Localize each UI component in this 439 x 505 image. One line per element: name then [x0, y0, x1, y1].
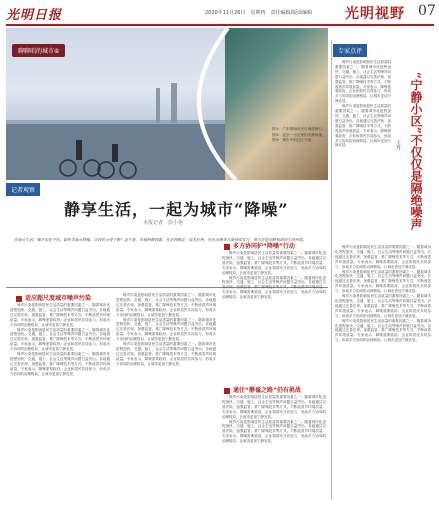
sidebar-text-6: 噪声污染是影响居民生活质量的重要因素之一。随着城市化进程加快，交通、施工、社会生活等噪声问题日益突出。各地通过完善法规、加强监管、推广降噪技术等方式，不断改善声环境质量。专家表示，降噪需要政府、企业和居民共同参与，形成多方协同的治理格局，让城市更加宁静宜居。 — [335, 318, 431, 343]
page-number: 07 — [418, 3, 436, 19]
subheading-marker — [224, 388, 230, 394]
body-text-1: 噪声污染是影响居民生活质量的重要因素之一。随着城市化进程加快，交通、施工、社会生活等噪声问题日益突出。各地通过完善法规、加强监管、推广降噪技术等方式，不断改善声环境质量。专家表示，降噪需要政府、企业和居民共同参与，形成多方协同的治理格局，让城市更加宁静宜居。 — [10, 303, 110, 327]
top-rule — [6, 24, 434, 26]
sidebar-column-2 — [335, 245, 431, 500]
photo-caption: 图①：广东珠海市民在海滨骑行。 图②：北京一小区里的安静角落，图③：城市中的社区书屋。 — [272, 127, 330, 142]
headline: 静享生活，一起为城市“降噪” — [64, 200, 289, 219]
sidebar-text-3: 噪声污染是影响居民生活质量的重要因素之一。随着城市化进程加快，交通、施工、社会生活等噪声问题日益突出。各地通过完善法规、加强监管、推广降噪技术等方式，不断改善声环境质量。专家表示，降噪需要政府、企业和居民共同参与，形成多方协同的治理格局，让城市更加宁静宜居。 — [335, 245, 431, 269]
subheading-1-text: 适应超尺度城市噪声污染 — [25, 295, 92, 302]
article-tag: 记者观察 — [6, 183, 40, 196]
section-title: 光明视野 — [345, 6, 405, 22]
body-text-6: 噪声污染是影响居民生活质量的重要因素之一。随着城市化进程加快，交通、施工、社会生活等噪声问题日益突出。各地通过完善法规、加强监管、推广降噪技术等方式，不断改善声环境质量。专家表示，降噪需要政府、企业和居民共同参与，形成多方协同的治理格局，让城市更加宁静宜居。 — [116, 342, 216, 366]
sidebar-column-1 — [335, 60, 391, 240]
masthead-info: 2020年11月26日 星期四 责任编辑/版面编辑 — [205, 10, 313, 16]
byline: 本报记者 彭小艳 — [143, 220, 184, 226]
subheading-marker — [16, 296, 22, 302]
body-column-2 — [116, 293, 216, 500]
body-text-7: 噪声污染是影响居民生活质量的重要因素之一。随着城市化进程加快，交通、施工、社会生活等噪声问题日益突出。各地通过完善法规、加强监管、推广降噪技术等方式，不断改善声环境质量。专家表示，降噪需要政府、企业和居民共同参与，形成多方协同的治理格局，让城市更加宁静宜居。 — [222, 251, 326, 275]
subheading-3 — [224, 385, 301, 394]
subheading-2-text: 多方协同护“降噪”行动 — [233, 243, 295, 250]
body-column-4 — [222, 395, 326, 500]
sidebar-title: “宁静小区”不仅仅是隔绝噪声 — [409, 72, 423, 230]
body-column-3 — [222, 251, 326, 381]
subheading-2 — [224, 241, 295, 250]
column-divider — [331, 40, 332, 500]
sidebar-text-1: 噪声污染是影响居民生活质量的重要因素之一。随着城市化进程加快，交通、施工、社会生活等噪声问题日益突出。各地通过完善法规、加强监管、推广降噪技术等方式，不断改善声环境质量。专家表示，降噪需要政府、企业和居民共同参与，形成多方协同的治理格局，让城市更加宁静宜居。 — [335, 60, 391, 104]
subheading-1 — [16, 293, 91, 302]
body-text-2: 噪声污染是影响居民生活质量的重要因素之一。随着城市化进程加快，交通、施工、社会生活等噪声问题日益突出。各地通过完善法规、加强监管、推广降噪技术等方式，不断改善声环境质量。专家表示，降噪需要政府、企业和居民共同参与，形成多方协同的治理格局，让城市更加宁静宜居。 — [10, 327, 110, 352]
sidebar-text-5: 噪声污染是影响居民生活质量的重要因素之一。随着城市化进程加快，交通、施工、社会生活等噪声问题日益突出。各地通过完善法规、加强监管、推广降噪技术等方式，不断改善声环境质量。专家表示，降噪需要政府、企业和居民共同参与，形成多方协同的治理格局，让城市更加宁静宜居。 — [335, 294, 431, 318]
sidebar-author: 王丹 — [395, 140, 401, 150]
lede: 在城市生活，噪声无处不在。如何为城市降噪，让居民享受宁静？近年来，各地积极探索，在法规制定、技术应用、社区治理等方面持续发力，努力营造安静和谐的生活环境。 — [14, 237, 307, 242]
column-tag: 聊聊咱的城市⑥ — [12, 44, 65, 57]
masthead-logo: 光明日报 — [6, 8, 63, 23]
body-text-4: 噪声污染是影响居民生活质量的重要因素之一。随着城市化进程加快，交通、施工、社会生活等噪声问题日益突出。各地通过完善法规、加强监管、推广降噪技术等方式，不断改善声环境质量。专家表示，降噪需要政府、企业和居民共同参与，形成多方协同的治理格局，让城市更加宁静宜居。 — [116, 293, 216, 317]
body-text-10: 噪声污染是影响居民生活质量的重要因素之一。随着城市化进程加快，交通、施工、社会生活等噪声问题日益突出。各地通过完善法规、加强监管、推广降噪技术等方式，不断改善声环境质量。专家表示，降噪需要政府、企业和居民共同参与，形成多方协同的治理格局，让城市更加宁静宜居。 — [222, 419, 326, 444]
subheading-marker — [224, 244, 230, 250]
body-column-1 — [10, 303, 110, 500]
sidebar-tag: 专家点评 — [333, 44, 367, 57]
sidebar-text-2: 噪声污染是影响居民生活质量的重要因素之一。随着城市化进程加快，交通、施工、社会生活等噪声问题日益突出。各地通过完善法规、加强监管、推广降噪技术等方式，不断改善声环境质量。专家表示，降噪需要政府、企业和居民共同参与，形成多方协同的治理格局，让城市更加宁静宜居。 — [335, 104, 391, 148]
subheading-3-text: 通往“静谧之路”仍有挑战 — [233, 387, 301, 394]
body-text-9: 噪声污染是影响居民生活质量的重要因素之一。随着城市化进程加快，交通、施工、社会生活等噪声问题日益突出。各地通过完善法规、加强监管、推广降噪技术等方式，不断改善声环境质量。专家表示，降噪需要政府、企业和居民共同参与，形成多方协同的治理格局，让城市更加宁静宜居。 — [222, 395, 326, 419]
sidebar-text-4: 噪声污染是影响居民生活质量的重要因素之一。随着城市化进程加快，交通、施工、社会生活等噪声问题日益突出。各地通过完善法规、加强监管、推广降噪技术等方式，不断改善声环境质量。专家表示，降噪需要政府、企业和居民共同参与，形成多方协同的治理格局，让城市更加宁静宜居。 — [335, 269, 431, 294]
body-text-5: 噪声污染是影响居民生活质量的重要因素之一。随着城市化进程加快，交通、施工、社会生活等噪声问题日益突出。各地通过完善法规、加强监管、推广降噪技术等方式，不断改善声环境质量。专家表示，降噪需要政府、企业和居民共同参与，形成多方协同的治理格局，让城市更加宁静宜居。 — [116, 317, 216, 342]
body-text-3: 噪声污染是影响居民生活质量的重要因素之一。随着城市化进程加快，交通、施工、社会生活等噪声问题日益突出。各地通过完善法规、加强监管、推广降噪技术等方式，不断改善声环境质量。专家表示，降噪需要政府、企业和居民共同参与，形成多方协同的治理格局，让城市更加宁静宜居。 — [10, 352, 110, 376]
masthead — [6, 4, 66, 24]
body-text-8: 噪声污染是影响居民生活质量的重要因素之一。随着城市化进程加快，交通、施工、社会生活等噪声问题日益突出。各地通过完善法规、加强监管、推广降噪技术等方式，不断改善声环境质量。专家表示，降噪需要政府、企业和居民共同参与，形成多方协同的治理格局，让城市更加宁静宜居。 — [222, 275, 326, 300]
